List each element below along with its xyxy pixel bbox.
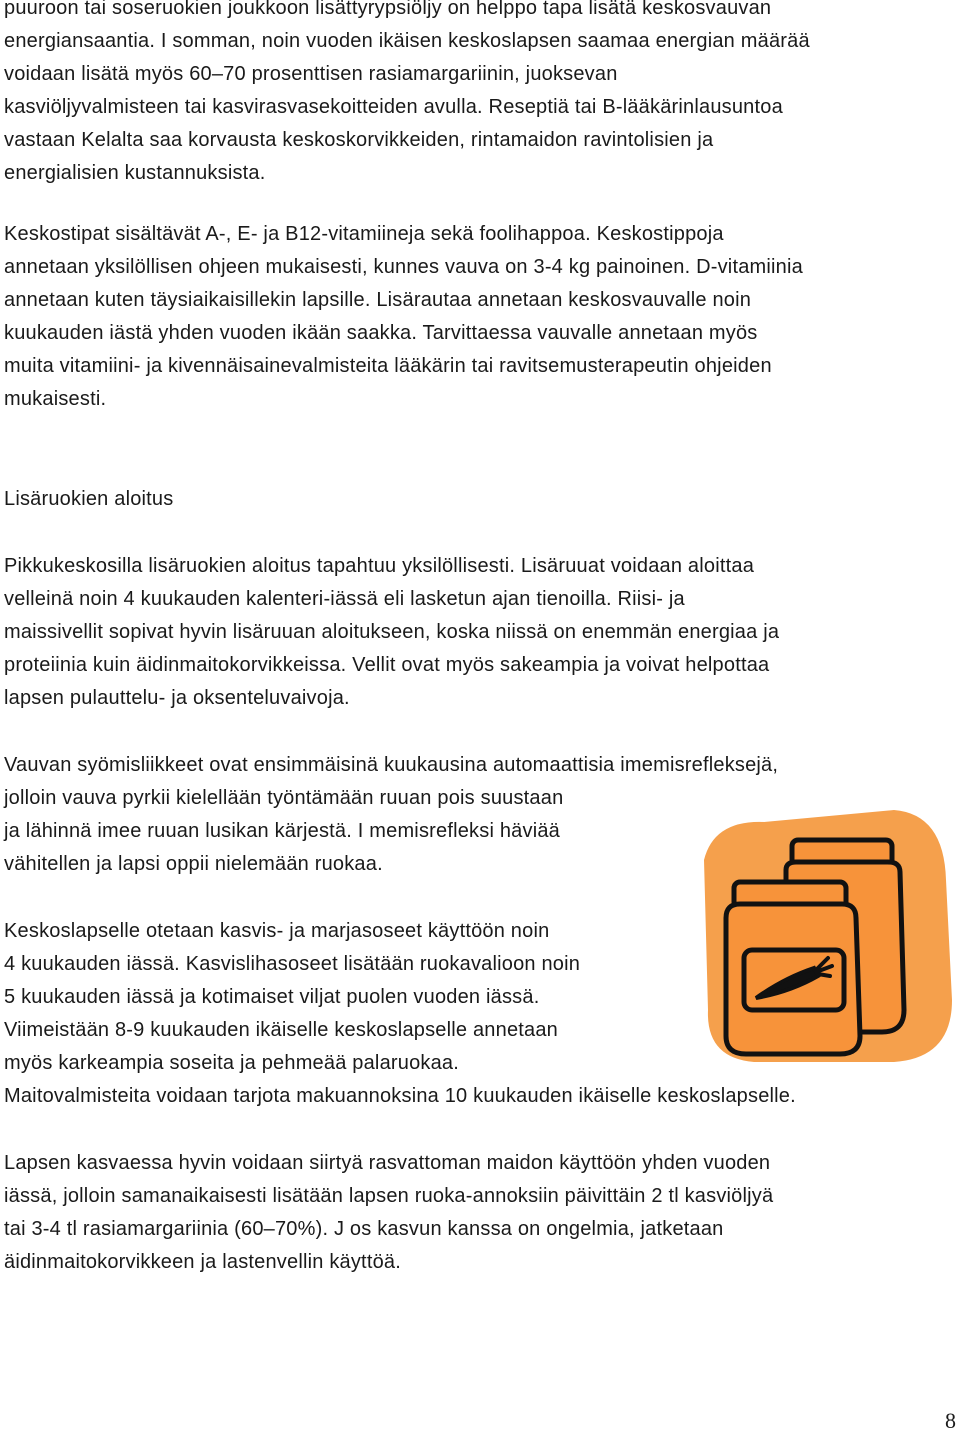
paragraph-line: annetaan yksilöllisen ohjeen mukaisesti, kunnes vauva on 3-4 kg painoinen. D-vitamiinia: [4, 256, 803, 278]
paragraph-line: äidinmaitokorvikkeen ja lastenvellin käyttöä.: [4, 1251, 401, 1273]
baby-food-jars-with-carrot-icon: [694, 800, 956, 1070]
paragraph-line: puuroon tai soseruokien joukkoon lisättyrypsiöljy on helppo tapa lisätä keskosvauvan: [4, 0, 772, 19]
paragraph-line: Pikkukeskosilla lisäruokien aloitus tapahtuu yksilöllisesti. Lisäruuat voidaan aloittaa: [4, 555, 755, 577]
paragraph-line: velleinä noin 4 kuukauden kalenteri-iässä eli lasketun ajan tienoilla. Riisi- ja: [4, 588, 685, 610]
paragraph-line: proteiinia kuin äidinmaitokorvikkeissa. Vellit ovat myös sakeampia ja voivat helpottaa: [4, 654, 770, 676]
paragraph-line: voidaan lisätä myös 60–70 prosenttisen rasiamargariinin, juoksevan: [4, 63, 618, 85]
paragraph-line: vähitellen ja lapsi oppii nielemään ruokaa.: [4, 853, 383, 875]
paragraph-line: 5 kuukauden iässä ja kotimaiset viljat puolen vuoden iässä.: [4, 986, 540, 1008]
paragraph-line: kasviöljyvalmisteen tai kasvirasvasekoitteiden avulla. Reseptiä tai B-lääkärinlausuntoa: [4, 96, 783, 118]
paragraph-line: Viimeistään 8-9 kuukauden ikäiselle keskoslapselle annetaan: [4, 1019, 558, 1041]
paragraph-line: Keskostipat sisältävät A-, E- ja B12-vitamiineja sekä foolihappoa. Keskostippoja: [4, 223, 724, 245]
paragraph-line: Lapsen kasvaessa hyvin voidaan siirtyä rasvattoman maidon käyttöön yhden vuoden: [4, 1152, 771, 1174]
paragraph-line: Maitovalmisteita voidaan tarjota makuannoksina 10 kuukauden ikäiselle keskoslapselle.: [4, 1085, 796, 1107]
paragraph-line: energialisien kustannuksista.: [4, 162, 266, 184]
paragraph-line: ja lähinnä imee ruuan lusikan kärjestä. I memisrefleksi häviää: [4, 820, 560, 842]
paragraph-line: kuukauden iästä yhden vuoden ikään saakka. Tarvittaessa vauvalle annetaan myös: [4, 322, 758, 344]
paragraph-line: annetaan kuten täysiaikaisillekin lapsille. Lisärautaa annetaan keskosvauvalle noin: [4, 289, 752, 311]
paragraph-line: Keskoslapselle otetaan kasvis- ja marjasoseet käyttöön noin: [4, 920, 550, 942]
page-number: 8: [945, 1408, 956, 1433]
paragraph-line: myös karkeampia soseita ja pehmeää palaruokaa.: [4, 1052, 460, 1074]
paragraph-line: energiansaantia. I somman, noin vuoden ikäisen keskoslapsen saamaa energian määrää: [4, 30, 810, 52]
paragraph-line: iässä, jolloin samanaikaisesti lisätään lapsen ruoka-annoksiin päivittäin 2 tl kasviöljyä: [4, 1185, 774, 1207]
paragraph-line: lapsen pulauttelu- ja oksenteluvaivoja.: [4, 687, 350, 709]
paragraph-line: Vauvan syömisliikkeet ovat ensimmäisinä kuukausina automaattisia imemisrefleksejä,: [4, 754, 779, 776]
paragraph-line: jolloin vauva pyrkii kielellään työntämään ruuan pois suustaan: [4, 787, 564, 809]
paragraph-line: tai 3-4 tl rasiamargariinia (60–70%). J os kasvun kanssa on ongelmia, jatketaan: [4, 1218, 724, 1240]
paragraph-line: 4 kuukauden iässä. Kasvislihasoseet lisätään ruokavalioon noin: [4, 953, 581, 975]
paragraph-line: maissivellit sopivat hyvin lisäruuan aloitukseen, koska niissä on enemmän energiaa ja: [4, 621, 780, 643]
paragraph-line: mukaisesti.: [4, 388, 107, 410]
section-heading: Lisäruokien aloitus: [4, 488, 174, 510]
paragraph-line: muita vitamiini- ja kivennäisainevalmisteita lääkärin tai ravitsemusterapeutin ohjeiden: [4, 355, 772, 377]
paragraph-line: vastaan Kelalta saa korvausta keskoskorvikkeiden, rintamaidon ravintolisien ja: [4, 129, 714, 151]
